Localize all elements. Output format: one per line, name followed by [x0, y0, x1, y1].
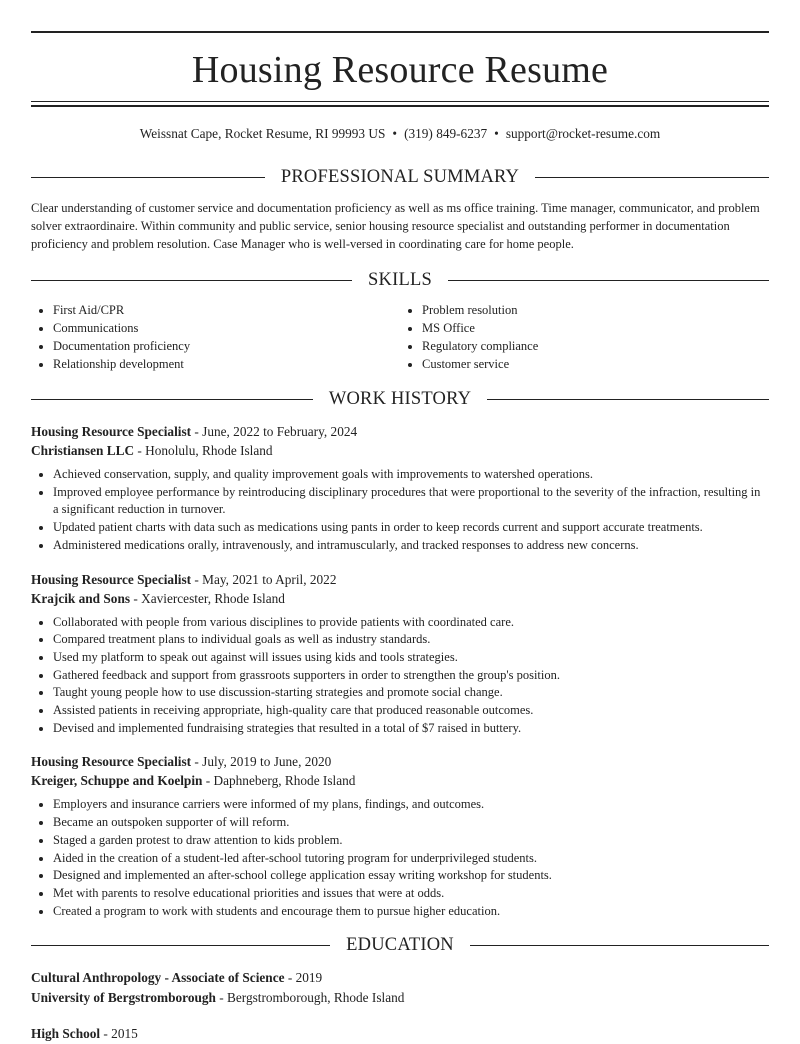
job-dates: - July, 2019 to June, 2020 [191, 754, 332, 770]
section-title-skills: SKILLS [368, 270, 432, 290]
section-title-education: EDUCATION [346, 935, 454, 956]
section-title-summary: PROFESSIONAL SUMMARY [280, 167, 520, 187]
job-location: - Honolulu, Rhode Island [134, 443, 273, 458]
top-rule [31, 31, 769, 33]
skill-item: • Relationship development [53, 355, 400, 373]
job-entry [31, 422, 769, 555]
skill-item: • Problem resolution [422, 301, 769, 319]
job-location: - Xaviercester, Rhode Island [130, 590, 285, 606]
education-year: - 2015 [100, 1026, 138, 1042]
job-bullet: • Achieved conservation, supply, and quality improvement goals with improvements to watershed operations. [53, 466, 769, 484]
resume-title: Housing Resource Resume [191, 49, 609, 91]
job-title: Housing Resource Specialist [31, 571, 192, 587]
job-bullet: • Designed and implemented an after-school college application essay writing workshop for students. [53, 867, 769, 885]
section-header-summary [31, 166, 769, 188]
skill-item: • First Aid/CPR [53, 301, 400, 319]
job-company-line [31, 441, 769, 460]
skill-item: • MS Office [422, 319, 769, 337]
job-bullet: • Gathered feedback and support from grassroots supporters in order to strengthen the group's position. [53, 667, 769, 685]
job-title-line [31, 570, 769, 589]
education-degree-line [31, 968, 769, 988]
job-company-line [31, 589, 769, 608]
job-bullet: • Used my platform to speak out against will issues using kids and tools strategies. [53, 649, 769, 667]
job-title: Housing Resource Specialist [31, 424, 192, 439]
job-bullet: • Collaborated with people from various disciplines to provide patients with coordinated care. [53, 614, 769, 632]
job-company: Christiansen LLC [31, 443, 135, 458]
section-header-education [31, 934, 769, 956]
skill-item: • Customer service [422, 355, 769, 373]
job-bullets [31, 466, 769, 555]
job-company: Krajcik and Sons [31, 590, 131, 606]
job-dates: - May, 2021 to April, 2022 [191, 571, 337, 587]
summary-text: Clear understanding of customer service and documentation proficiency as well as ms office training. Time manager, communicator, and problem solver extraordinaire. Within community and public service, senior housing resource specialist and outstanding performer in documentation proficiency and problem resolution. Case Manager who is well-versed in coordinating care for home people. [31, 201, 760, 251]
job-bullets [31, 614, 769, 738]
job-title: Housing Resource Specialist [31, 754, 192, 770]
job-company: Kreiger, Schuppe and Koelpin [31, 773, 203, 789]
skills-column-right [400, 301, 769, 373]
job-location: - Daphneberg, Rhode Island [202, 773, 356, 789]
job-bullet: • Became an outspoken supporter of will reform. [53, 814, 769, 832]
section-title-work: WORK HISTORY [328, 389, 472, 409]
education-degree: High School [31, 1026, 101, 1042]
education-entry [31, 1024, 769, 1044]
skill-item: • Documentation proficiency [53, 337, 400, 355]
job-title-line [31, 752, 769, 771]
education-school: University of Bergstromborough [31, 990, 216, 1006]
education-location: - Bergstromborough, Rhode Island [215, 990, 405, 1006]
education-year: - 2019 [284, 970, 323, 986]
job-bullet: • Compared treatment plans to individual goals as well as industry standards. [53, 631, 769, 649]
education-degree: Cultural Anthropology - Associate of Science [31, 970, 285, 986]
job-bullet: • Assisted patients in receiving appropriate, high-quality care that produced reasonable outcomes. [53, 702, 769, 720]
job-bullet: • Staged a garden protest to draw attention to kids problem. [53, 832, 769, 850]
job-bullet: • Aided in the creation of a student-led after-school tutoring program for underprivileged students. [53, 850, 769, 868]
contact-line [31, 126, 769, 142]
contact-address: Weissnat Cape, Rocket Resume, RI 99993 US [139, 126, 386, 141]
job-bullets [31, 796, 769, 920]
job-title-line [31, 422, 769, 441]
job-bullet: • Created a program to work with students and encourage them to pursue higher education. [53, 903, 769, 921]
contact-phone: (319) 849-6237 [404, 126, 488, 141]
education-entry [31, 968, 769, 1008]
job-bullet: • Updated patient charts with data such as medications using pants in order to keep records current and support accurate treatments. [53, 519, 769, 537]
education-degree-line [31, 1024, 769, 1044]
job-bullet: • Improved employee performance by reintroducing disciplinary procedures that were proportional to the severity of the infraction, resulting in a significant reduction in turnover. [53, 484, 769, 519]
section-header-work [31, 388, 769, 410]
job-entry [31, 752, 769, 920]
contact-email: support@rocket-resume.com [505, 126, 661, 141]
skill-item: • Communications [53, 319, 400, 337]
contact-separator: • [494, 126, 499, 141]
contact-separator: • [392, 126, 398, 141]
job-bullet: • Administered medications orally, intravenously, and intramuscularly, and tracked responses to address new concerns. [53, 537, 769, 555]
skills-list [31, 301, 769, 373]
title-double-rule [31, 101, 769, 107]
skill-item: • Regulatory compliance [422, 337, 769, 355]
resume-page [31, 0, 769, 1044]
job-bullet: • Met with parents to resolve educational priorities and issues that were at odds. [53, 885, 769, 903]
skills-column-left [31, 301, 400, 373]
job-bullet: • Taught young people how to use discussion-starting strategies and promote social change. [53, 684, 769, 702]
job-bullet: • Devised and implemented fundraising strategies that resulted in a total of $7 raised in buttery. [53, 720, 769, 738]
job-bullet: • Employers and insurance carriers were informed of my plans, findings, and outcomes. [53, 796, 769, 814]
job-company-line [31, 771, 769, 790]
job-dates: - June, 2022 to February, 2024 [191, 424, 358, 439]
education-list [31, 968, 769, 1044]
education-school-line [31, 988, 769, 1008]
work-history-list [31, 422, 769, 920]
section-header-skills [31, 269, 769, 291]
job-entry [31, 570, 769, 738]
